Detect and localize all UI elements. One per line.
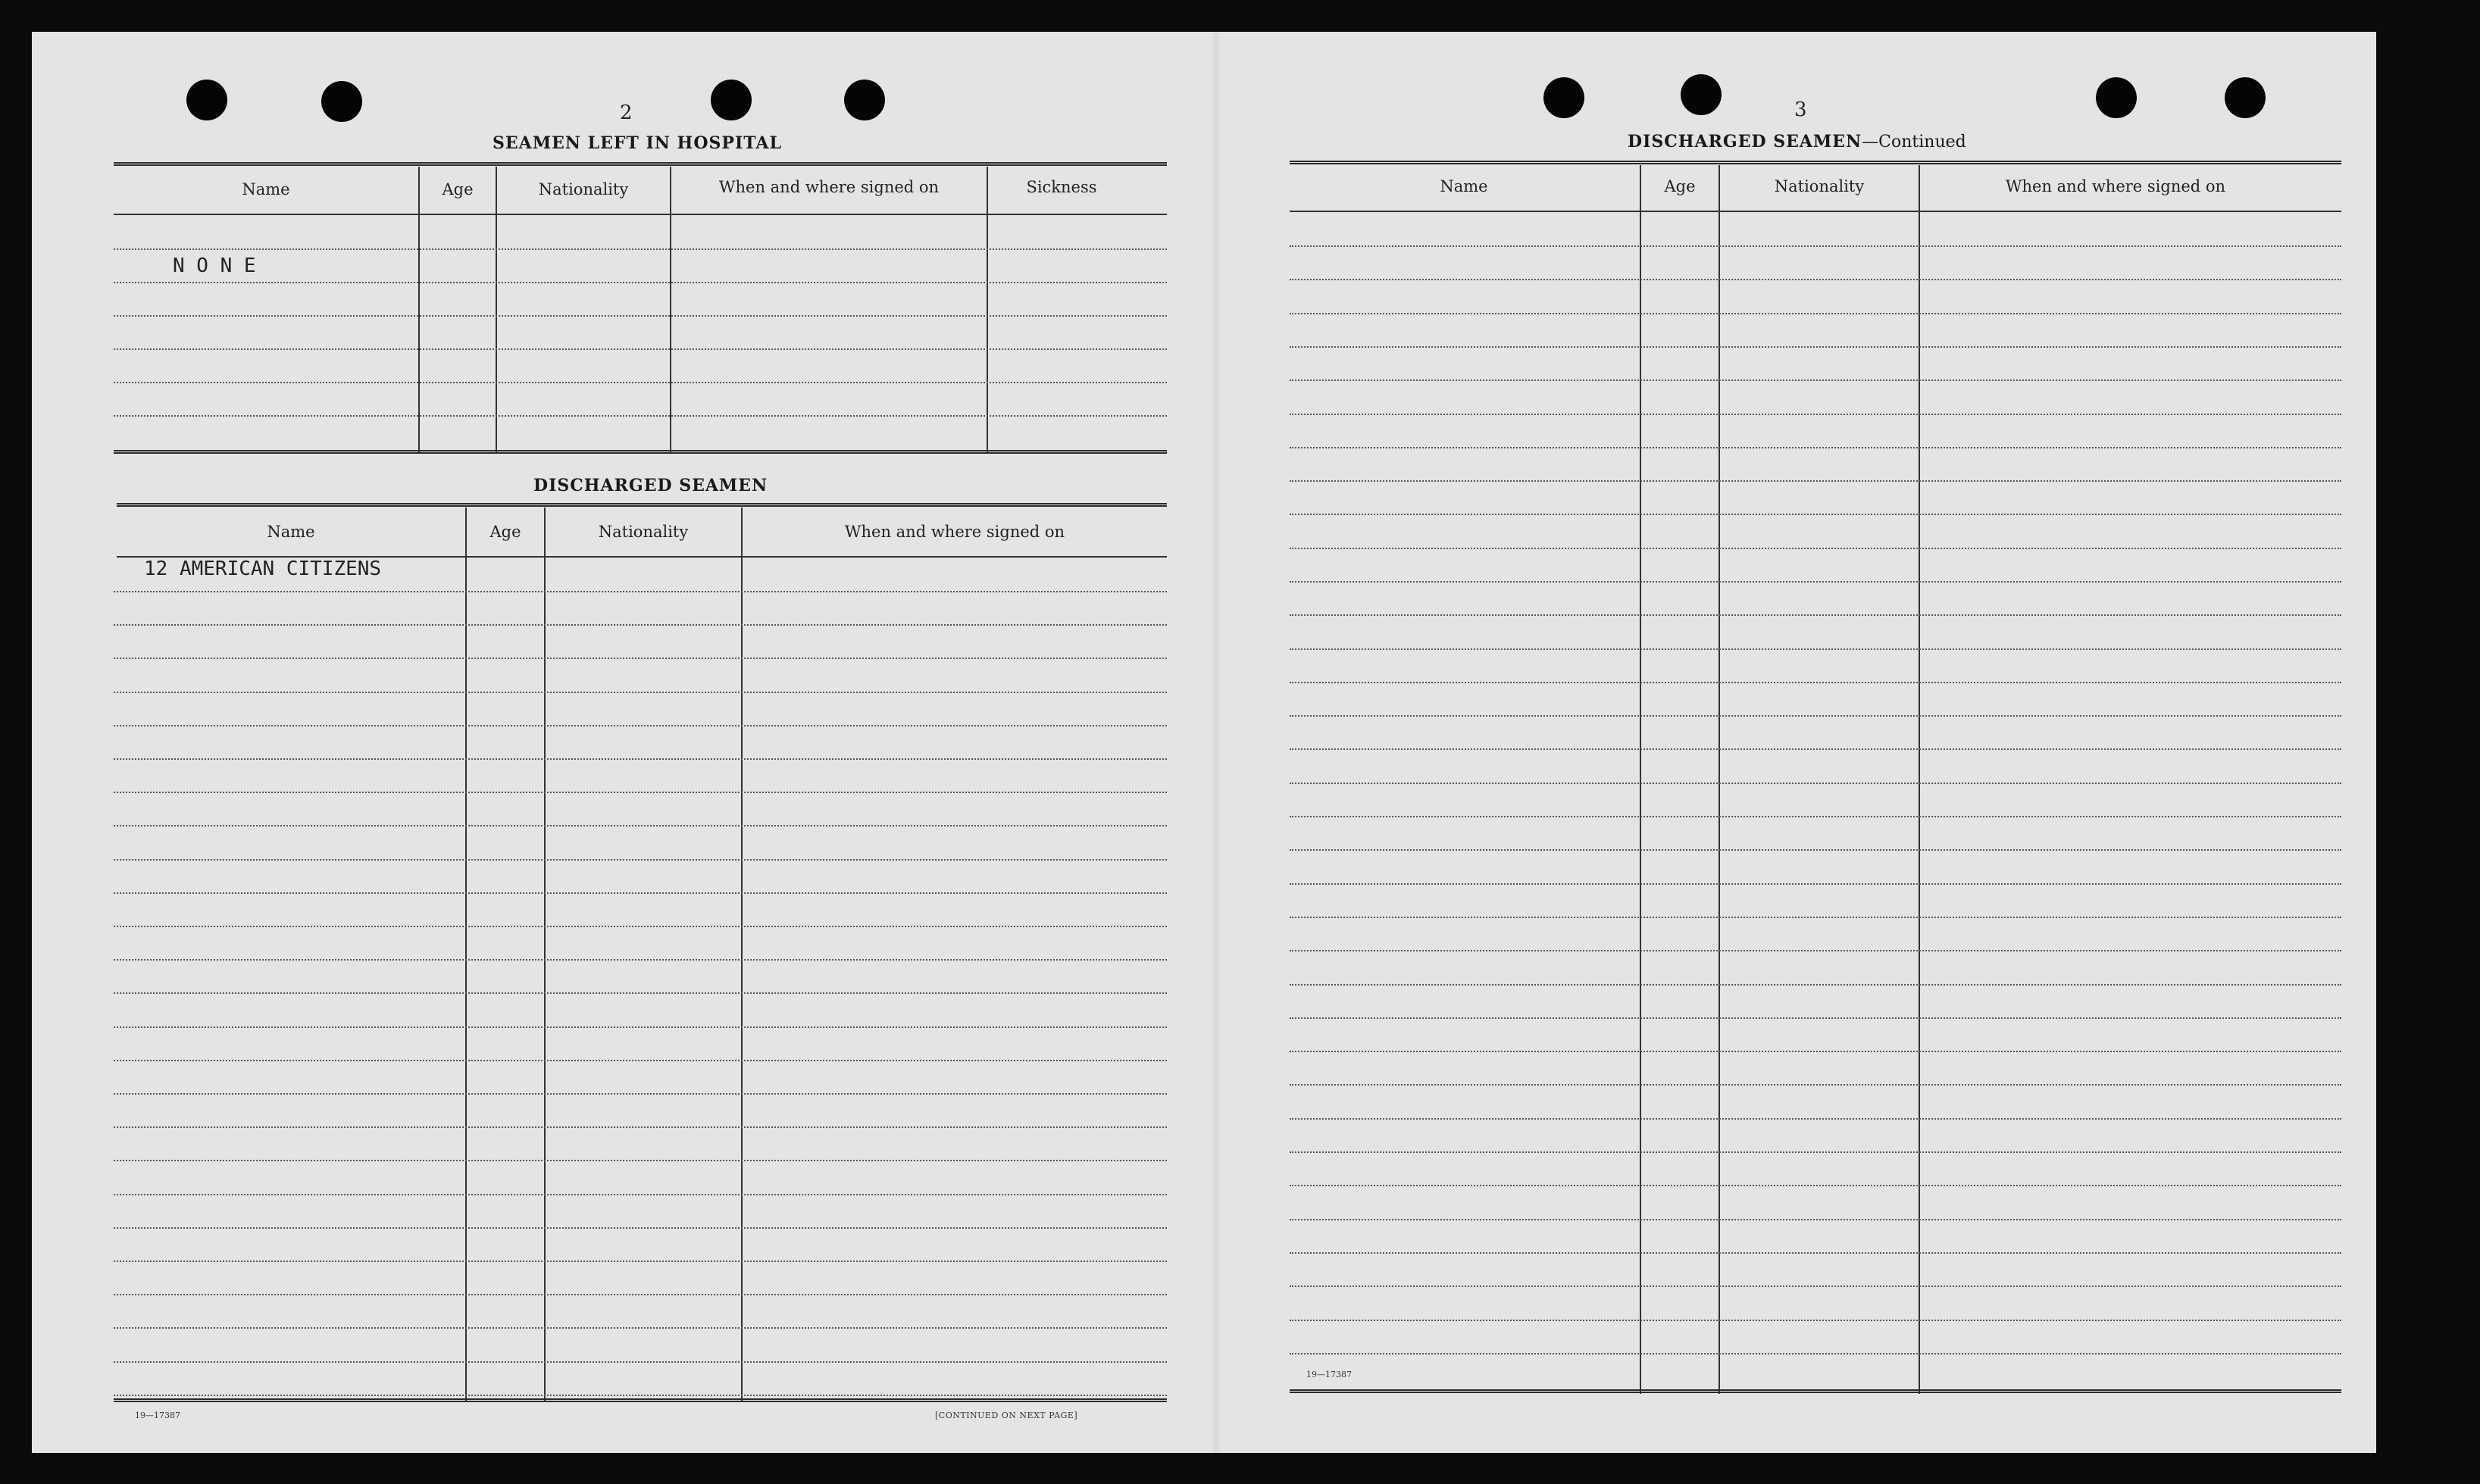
- punch-hole: [186, 80, 227, 120]
- punch-hole: [844, 80, 885, 120]
- hospital-col-divider: [496, 167, 497, 453]
- row-line: [114, 692, 1167, 693]
- hospital-row-line: [114, 382, 1167, 383]
- row-line: [1290, 1084, 2341, 1086]
- discharged-col-divider: [741, 508, 743, 1401]
- discharged-col-name: Name: [267, 523, 315, 541]
- punch-hole: [1681, 74, 1722, 115]
- hospital-col-name: Name: [242, 180, 290, 198]
- punch-hole: [2225, 77, 2266, 118]
- discharged-col-divider: [544, 508, 546, 1401]
- hospital-col-sickness: Sickness: [1026, 178, 1097, 196]
- hospital-header-line: [114, 214, 1167, 215]
- row-line: [114, 992, 1167, 994]
- row-line: [1290, 380, 2341, 381]
- hospital-top-rule: [114, 162, 1167, 166]
- discharged-entry: 12 AMERICAN CITIZENS: [144, 558, 382, 580]
- continued-note: [CONTINUED ON NEXT PAGE]: [935, 1411, 1078, 1420]
- row-line: [1290, 984, 2341, 986]
- right-col-age: Age: [1664, 177, 1696, 195]
- hospital-section-title: SEAMEN LEFT IN HOSPITAL: [493, 133, 782, 153]
- row-line: [114, 825, 1167, 826]
- right-col-divider: [1718, 165, 1720, 1394]
- hospital-row-line: [114, 248, 1167, 250]
- form-number-left: 19—17387: [135, 1411, 180, 1420]
- row-line: [1290, 1051, 2341, 1052]
- row-line: [1290, 414, 2341, 415]
- row-line: [1290, 514, 2341, 515]
- row-line: [1290, 1219, 2341, 1220]
- row-line: [114, 959, 1167, 961]
- right-top-rule: [1290, 161, 2341, 164]
- row-line: [1290, 245, 2341, 247]
- row-line: [1290, 1320, 2341, 1321]
- row-line: [1290, 447, 2341, 448]
- row-line: [1290, 1252, 2341, 1254]
- row-line: [114, 926, 1167, 927]
- hospital-col-divider: [418, 167, 420, 453]
- row-line: [114, 725, 1167, 726]
- row-line: [1290, 816, 2341, 817]
- row-line: [114, 1093, 1167, 1095]
- row-line: [114, 859, 1167, 861]
- page-number-left: 2: [620, 102, 633, 124]
- row-line: [114, 624, 1167, 626]
- row-line: [114, 1227, 1167, 1229]
- row-line: [114, 1327, 1167, 1329]
- right-bottom-rule: [1290, 1389, 2341, 1393]
- row-line: [1290, 917, 2341, 918]
- punch-hole: [2096, 77, 2137, 118]
- row-line: [114, 1160, 1167, 1161]
- right-col-signed-on: When and where signed on: [2005, 177, 2226, 195]
- row-line: [114, 792, 1167, 793]
- row-line: [1290, 1151, 2341, 1153]
- row-line: [1290, 783, 2341, 784]
- row-line: [114, 658, 1167, 659]
- row-line: [114, 1395, 1167, 1396]
- page-fold: [1211, 32, 1221, 1453]
- row-line: [1290, 614, 2341, 616]
- row-line: [1290, 682, 2341, 683]
- hospital-col-signed-on: When and where signed on: [718, 178, 940, 196]
- right-col-name: Name: [1440, 177, 1488, 195]
- row-line: [114, 1261, 1167, 1262]
- hospital-row-line: [114, 348, 1167, 350]
- row-line: [1290, 950, 2341, 951]
- discharged-col-age: Age: [489, 523, 521, 541]
- right-section-title: [1628, 132, 1966, 152]
- row-line: [114, 892, 1167, 894]
- discharged-col-divider: [465, 508, 467, 1401]
- row-line: [1290, 883, 2341, 885]
- punch-hole: [711, 80, 752, 120]
- row-line: [1290, 1118, 2341, 1120]
- row-line: [1290, 313, 2341, 314]
- hospital-col-divider: [670, 167, 671, 453]
- right-col-nationality: Nationality: [1774, 177, 1865, 195]
- right-col-divider: [1640, 165, 1641, 1394]
- row-line: [114, 591, 1167, 592]
- form-number-right: 19—17387: [1306, 1370, 1352, 1379]
- hospital-col-nationality: Nationality: [538, 180, 629, 198]
- row-line: [1290, 346, 2341, 348]
- row-line: [114, 1060, 1167, 1061]
- discharged-col-signed-on: When and where signed on: [844, 523, 1065, 541]
- punch-hole: [1543, 77, 1584, 118]
- row-line: [114, 1026, 1167, 1028]
- row-line: [114, 1361, 1167, 1363]
- hospital-row-line: [114, 315, 1167, 317]
- row-line: [1290, 1185, 2341, 1186]
- row-line: [114, 1294, 1167, 1295]
- hospital-row-line: [114, 415, 1167, 417]
- right-section-title-suffix: —Continued: [1862, 133, 1966, 152]
- row-line: [114, 758, 1167, 760]
- right-col-divider: [1919, 165, 1920, 1394]
- page-number-right: 3: [1794, 98, 1807, 121]
- discharged-col-nationality: Nationality: [598, 523, 689, 541]
- row-line: [1290, 1286, 2341, 1287]
- hospital-bottom-rule: [114, 450, 1167, 454]
- row-line: [1290, 849, 2341, 851]
- row-line: [114, 1126, 1167, 1128]
- discharged-bottom-rule: [114, 1398, 1167, 1402]
- row-line: [1290, 1017, 2341, 1019]
- row-line: [1290, 648, 2341, 650]
- row-line: [1290, 581, 2341, 583]
- right-section-title-main: DISCHARGED SEAMEN: [1628, 132, 1862, 152]
- right-header-line: [1290, 211, 2341, 212]
- row-line: [114, 1194, 1167, 1195]
- punch-hole: [321, 81, 362, 122]
- scanned-form: [32, 32, 2376, 1453]
- row-line: [1290, 548, 2341, 549]
- row-line: [1290, 279, 2341, 280]
- discharged-section-title: DISCHARGED SEAMEN: [533, 476, 768, 495]
- hospital-entry: N O N E: [173, 255, 256, 277]
- row-line: [1290, 1353, 2341, 1354]
- row-line: [1290, 748, 2341, 750]
- hospital-col-age: Age: [442, 180, 474, 198]
- hospital-col-divider: [987, 167, 988, 453]
- row-line: [1290, 480, 2341, 482]
- row-line: [1290, 715, 2341, 717]
- discharged-top-rule: [117, 503, 1167, 507]
- hospital-row-line: [114, 282, 1167, 283]
